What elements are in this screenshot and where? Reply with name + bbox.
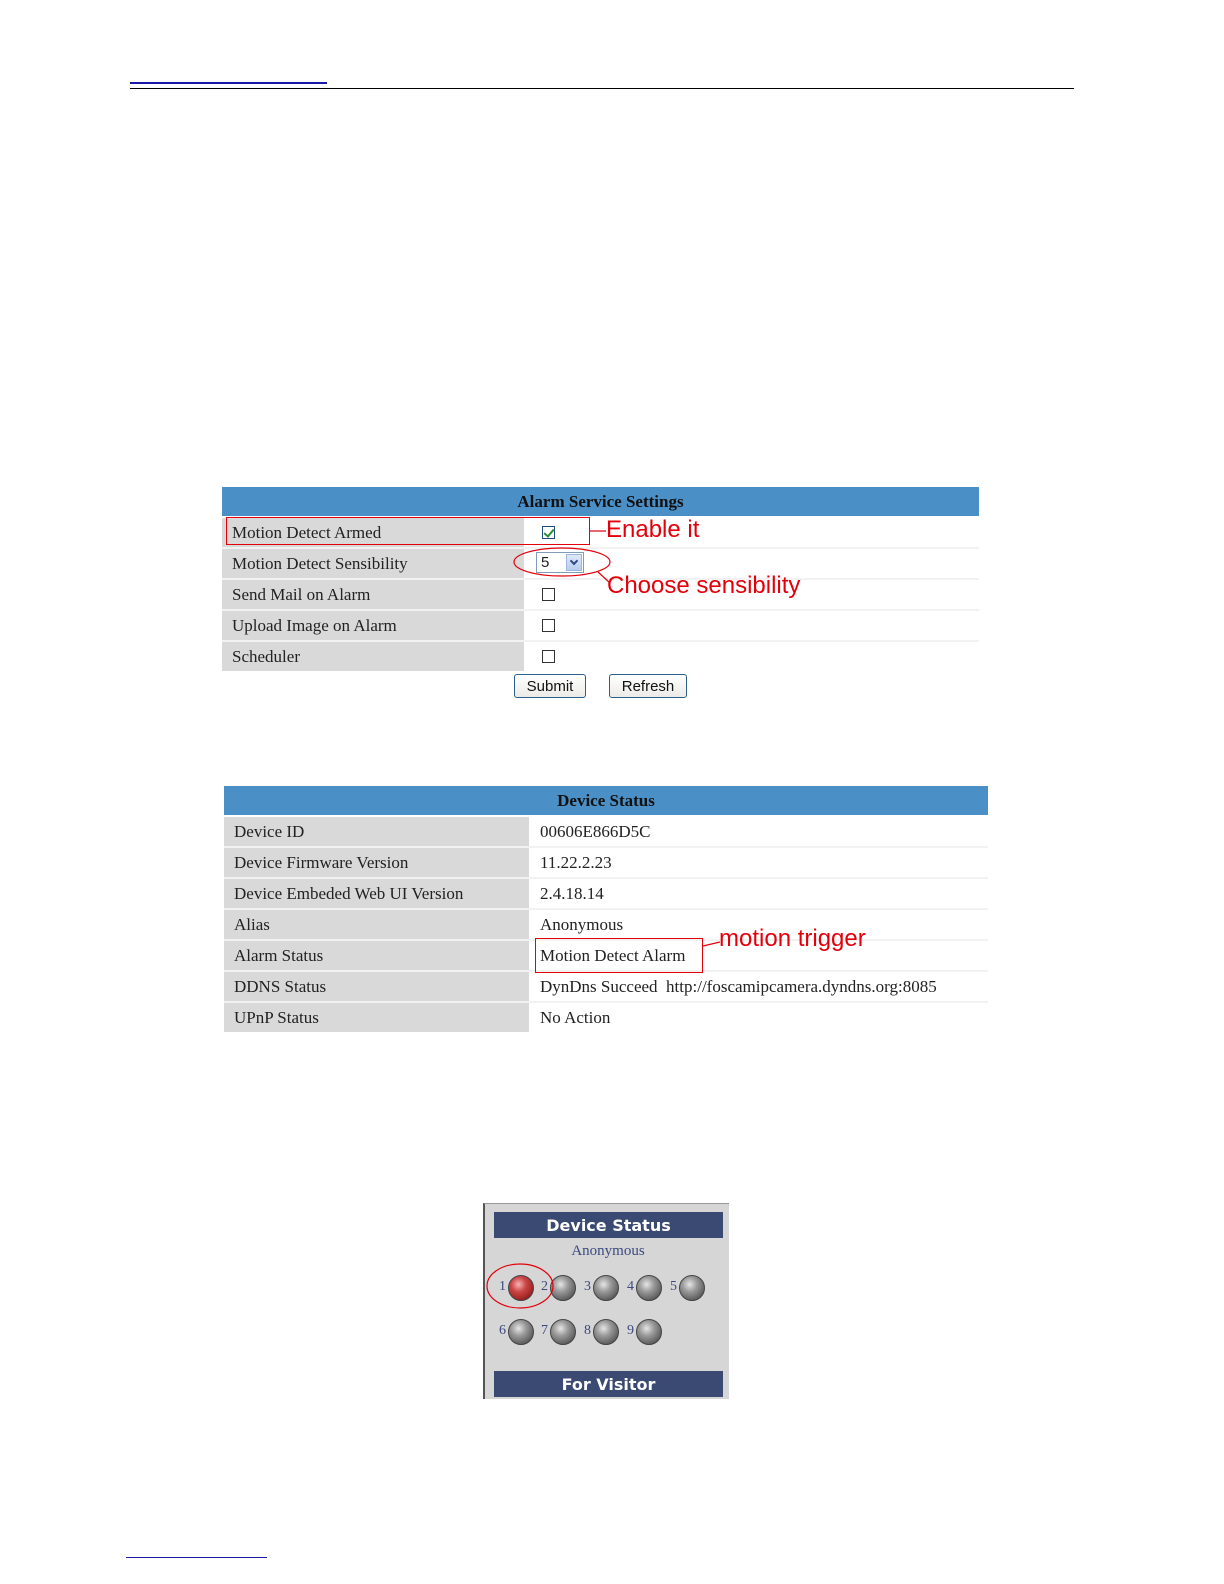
widget-title: Device Status: [494, 1212, 723, 1238]
row-upnp-status: [224, 1003, 988, 1032]
row-label: Send Mail on Alarm: [222, 580, 524, 609]
annotation-choose-sensibility: Choose sensibility: [607, 572, 801, 599]
scheduler-checkbox[interactable]: [542, 650, 555, 663]
widget-alias: Anonymous: [571, 1243, 645, 1259]
device-status-panel: [224, 786, 988, 1034]
device-status-title: Device Status: [224, 786, 988, 815]
indicator-number: 6: [499, 1323, 506, 1338]
indicator-number: 8: [584, 1323, 591, 1338]
indicator-number: 7: [541, 1323, 548, 1338]
indicator-number: 1: [499, 1279, 506, 1294]
row-label: Device Embeded Web UI Version: [224, 879, 529, 908]
row-value: Anonymous: [540, 915, 624, 934]
indicator-number: 5: [670, 1279, 677, 1294]
row-label: Upload Image on Alarm: [222, 611, 524, 640]
indicator-3-led-icon: [593, 1275, 619, 1301]
widget-footer-for-visitor: For Visitor: [494, 1371, 723, 1397]
row-value: 00606E866D5C: [540, 822, 651, 841]
row-label: Motion Detect Armed: [222, 518, 524, 547]
row-web-ui-version: [224, 879, 988, 908]
indicator-number: 4: [627, 1279, 634, 1294]
annotation-box-alarm-status: [535, 938, 703, 973]
indicator-7-led-icon: [550, 1319, 576, 1345]
indicator-number: 3: [584, 1279, 591, 1294]
row-label: Device ID: [224, 817, 529, 846]
indicator-number: 9: [627, 1323, 634, 1338]
row-label: Alias: [224, 910, 529, 939]
indicator-6-led-icon: [508, 1319, 534, 1345]
row-label: DDNS Status: [224, 972, 529, 1001]
row-value: DynDns Succeed http://foscamipcamera.dyndns.org:8085: [540, 977, 937, 996]
refresh-button[interactable]: Refresh: [609, 674, 687, 698]
row-label: UPnP Status: [224, 1003, 529, 1032]
indicator-4-led-icon: [636, 1275, 662, 1301]
row-firmware-version: [224, 848, 988, 877]
row-value: 2.4.18.14: [540, 884, 604, 903]
indicator-8-led-icon: [593, 1319, 619, 1345]
upload-image-checkbox[interactable]: [542, 619, 555, 632]
annotation-enable-it: Enable it: [606, 516, 700, 543]
sensibility-value: 5: [541, 554, 550, 571]
row-device-id: [224, 817, 988, 846]
row-value: No Action: [540, 1008, 611, 1027]
row-value: Motion Detect Alarm: [540, 946, 686, 965]
indicator-5-led-icon: [679, 1275, 705, 1301]
annotation-motion-trigger: motion trigger: [719, 925, 866, 952]
indicator-9-led-icon: [636, 1319, 662, 1345]
row-scheduler: [222, 642, 979, 671]
submit-button[interactable]: Submit: [514, 674, 586, 698]
row-value: 11.22.2.23: [540, 853, 612, 872]
row-label: Motion Detect Sensibility: [222, 549, 524, 578]
row-label: Alarm Status: [224, 941, 529, 970]
row-label: Scheduler: [222, 642, 524, 671]
row-alias: [224, 910, 988, 939]
footer-link-underline: [126, 1557, 267, 1558]
row-label: Device Firmware Version: [224, 848, 529, 877]
row-ddns-status: [224, 972, 988, 1001]
alarm-settings-title: Alarm Service Settings: [222, 487, 979, 516]
indicator-number: 2: [541, 1279, 548, 1294]
annotation-ellipse-indicator-1: [484, 1257, 564, 1317]
